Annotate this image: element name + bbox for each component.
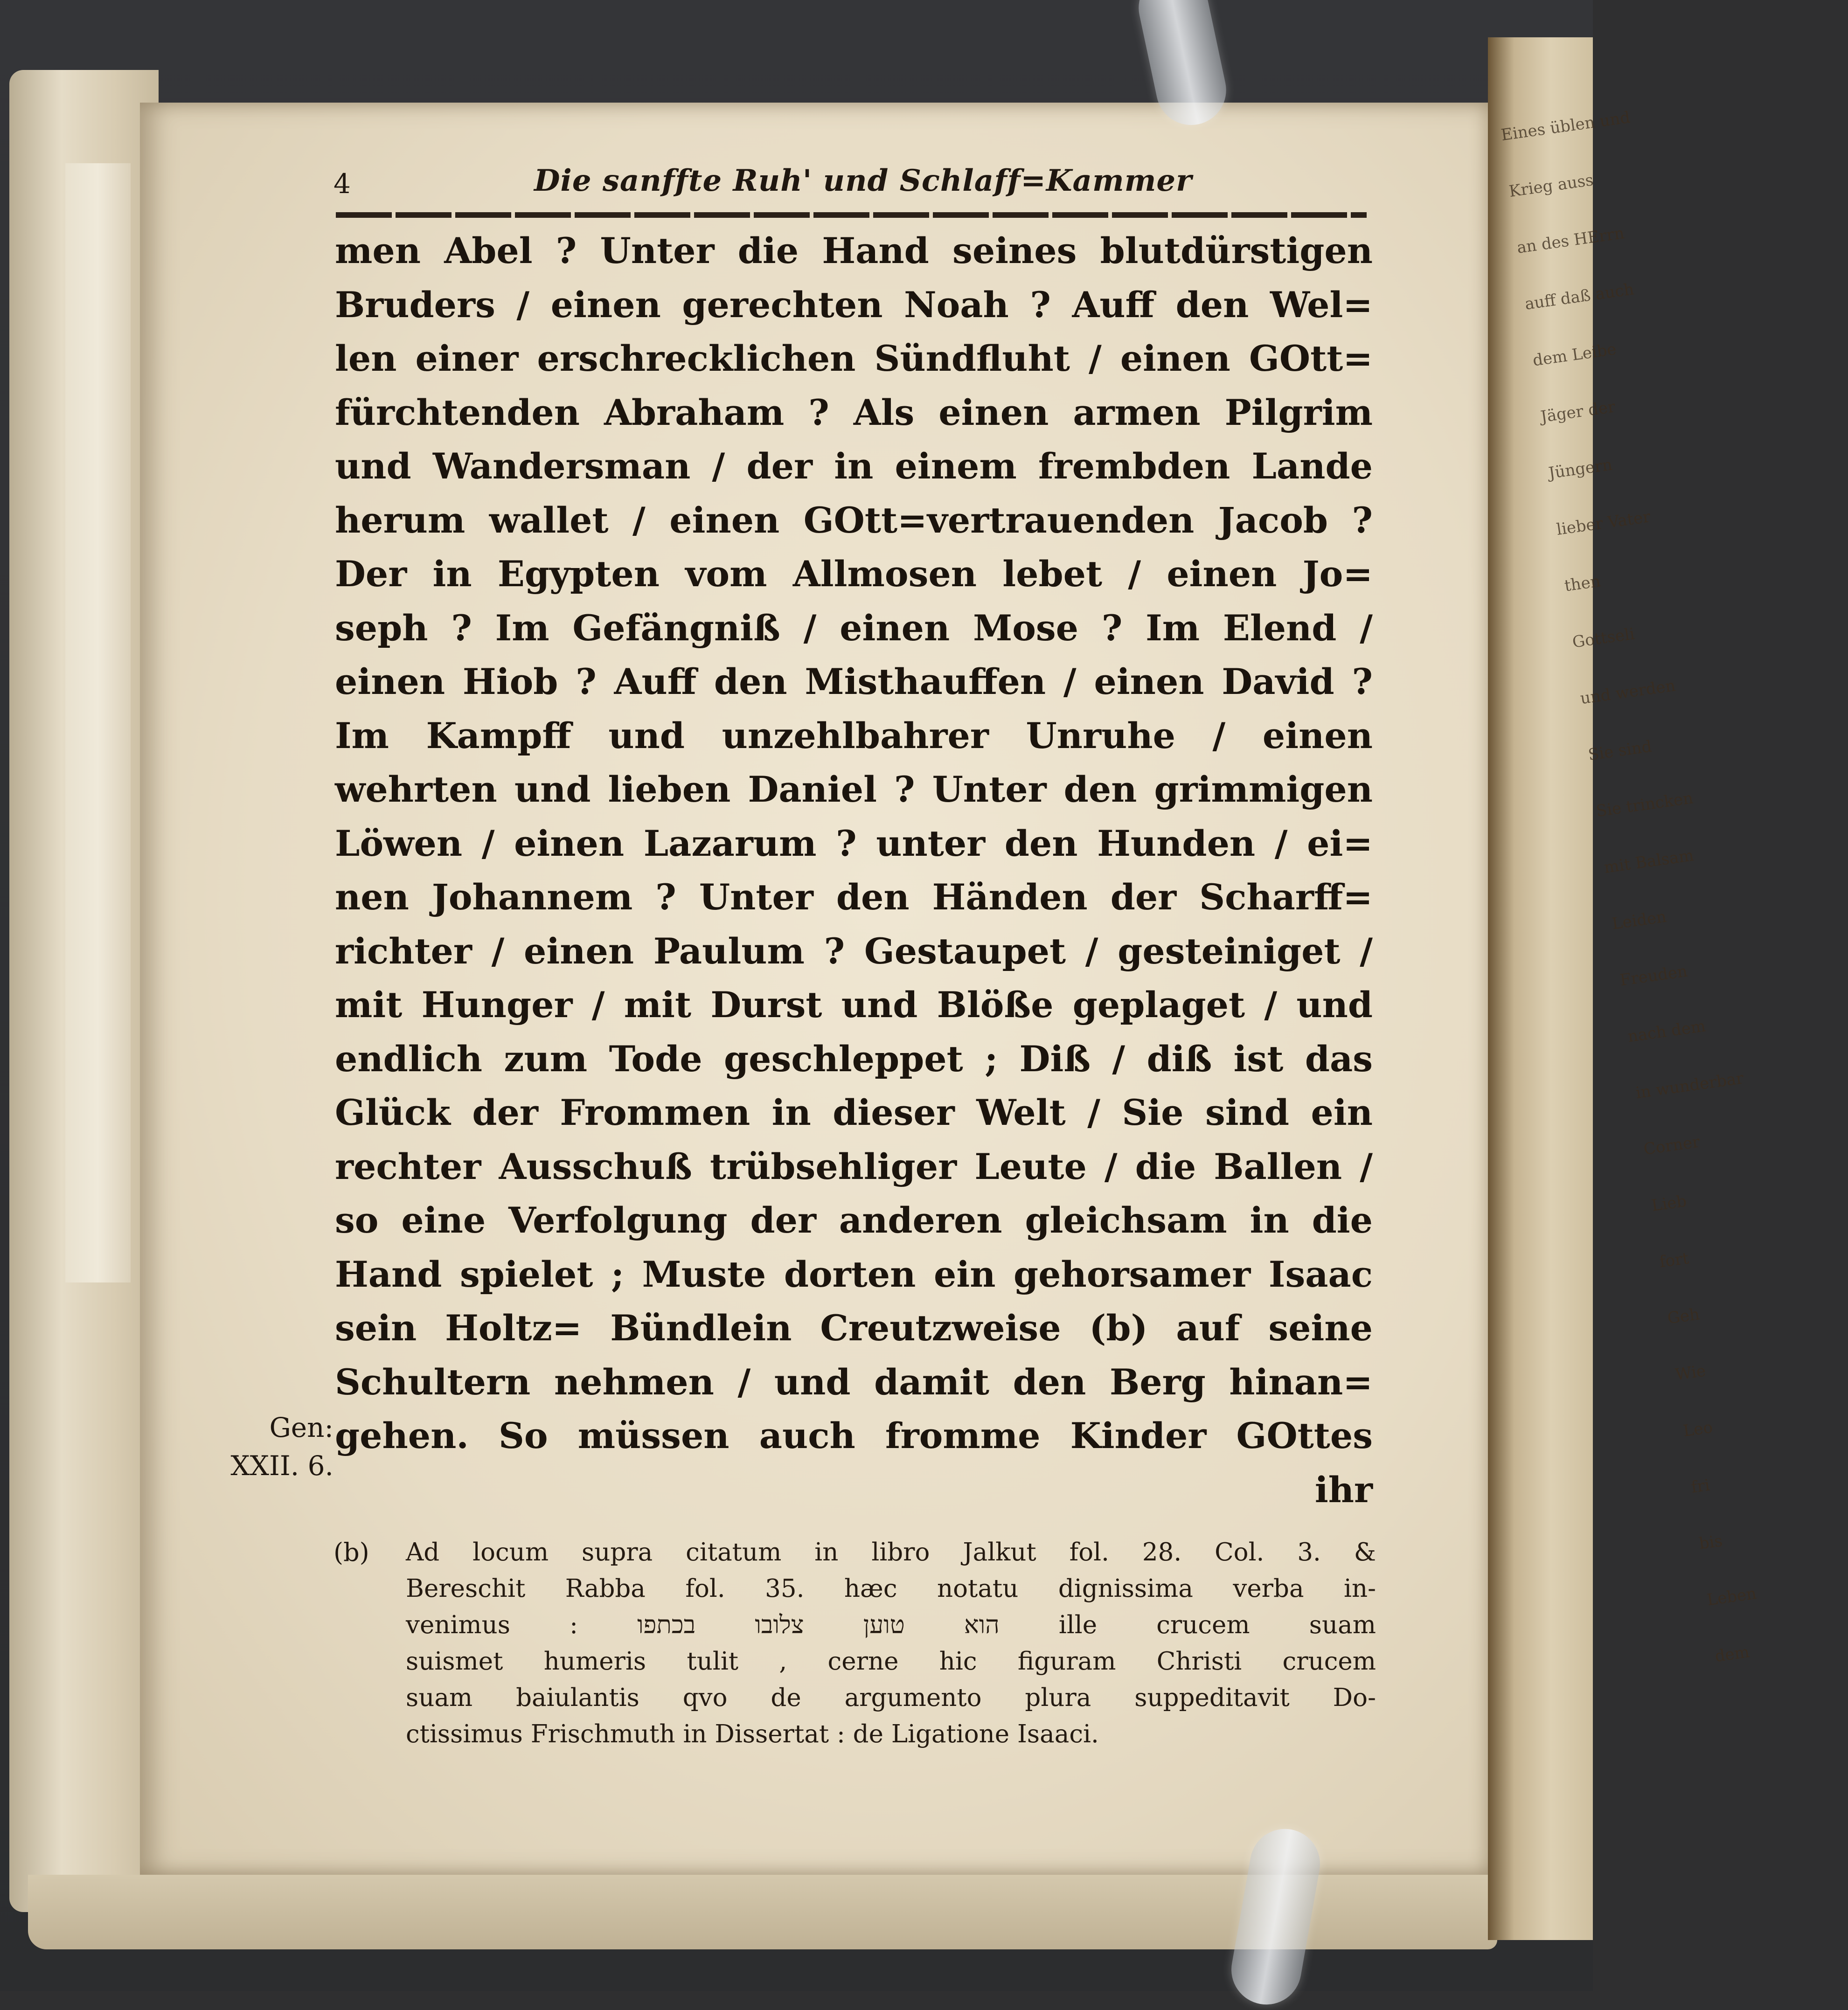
- margin-reference-book: Gen:: [269, 1412, 333, 1443]
- footnote-line: suismet humeris tulit , cerne hic figuram Christi crucem: [406, 1647, 1376, 1676]
- footnote-text: [406, 1534, 1376, 1753]
- text-line: Der in Egypten vom Allmosen lebet / einen Jo=: [335, 553, 1373, 595]
- facing-page-line: Leiden: [1611, 907, 1668, 934]
- facing-page-line: nach dem: [1626, 1017, 1707, 1047]
- facing-page-line: Sie sind: [1587, 737, 1653, 765]
- text-line: mit Hunger / mit Durst und Blöße geplaget / und: [335, 984, 1373, 1026]
- text-line: gehen. So müssen auch fromme Kinder GOttes: [335, 1415, 1373, 1456]
- footnote-marker: (b): [333, 1538, 369, 1567]
- main-text-block: [335, 224, 1373, 1517]
- text-line: richter / einen Paulum ? Gestaupet / gesteiniget /: [335, 930, 1373, 972]
- facing-page-line: Sie trincken: [1595, 789, 1695, 821]
- facing-page-line: Freuden: [1619, 962, 1689, 990]
- text-line: rechter Ausschuß trübsehliger Leute / die Ballen /: [335, 1145, 1373, 1187]
- folded-page-edge: [65, 163, 131, 1282]
- facing-page-line: lieber Vater: [1555, 507, 1652, 539]
- facing-page-line: bis: [1698, 1531, 1724, 1553]
- facing-page-line: Leben: [1706, 1584, 1758, 1610]
- header-rule: [336, 212, 1367, 218]
- text-line: sein Holtz= Bündlein Creutzweise (b) auf seine: [335, 1307, 1373, 1349]
- text-line: wehrten und lieben Daniel ? Unter den grimmigen: [335, 769, 1373, 810]
- text-line: herum wallet / einen GOtt=vertrauenden Jacob ?: [335, 499, 1373, 541]
- facing-page-line: fort: [1658, 1249, 1690, 1272]
- text-line: ihr: [1314, 1469, 1373, 1511]
- text-line: seph ? Im Gefängniß / einen Mose ? Im Elend /: [335, 607, 1373, 649]
- facing-page-line: then: [1563, 572, 1602, 596]
- facing-page: [1488, 37, 1758, 1940]
- text-line: len einer erschrecklichen Sündfluht / einen GOtt=: [335, 338, 1373, 379]
- facing-page-line: in wunderbar: [1634, 1069, 1745, 1103]
- facing-page-line: Lieb: [1650, 1192, 1688, 1215]
- footnote-line: Ad locum supra citatum in libro Jalkut fol. 28. Col. 3. &: [406, 1538, 1376, 1566]
- facing-page-line: dem Leibe: [1531, 340, 1618, 370]
- facing-page-line: Eines üblen und: [1500, 108, 1632, 145]
- facing-page-line: Geh: [1666, 1305, 1701, 1328]
- facing-page-line: Wie: [1674, 1361, 1707, 1385]
- footnote-line: Bereschit Rabba fol. 35. hæc notatu dignissima verba in-: [406, 1574, 1376, 1603]
- text-line: Hand spielet ; Muste dorten ein gehorsamer Isaac: [335, 1253, 1373, 1295]
- facing-page-line: fri: [1690, 1476, 1711, 1497]
- facing-page-line: auff daß auch: [1523, 280, 1635, 314]
- text-line: fürchtenden Abraham ? Als einen armen Pilgrim: [335, 391, 1373, 433]
- text-line: Löwen / einen Lazarum ? unter den Hunden / ei=: [335, 822, 1373, 864]
- facing-page-text: [1497, 94, 1811, 1685]
- text-line: endlich zum Tode geschleppet ; Diß / diß ist das: [335, 1038, 1373, 1080]
- facing-page-line: Krieg auss: [1508, 171, 1595, 201]
- text-line: nen Johannem ? Unter den Händen der Scharff=: [335, 876, 1373, 918]
- left-page-stack: [9, 70, 159, 1912]
- text-line: und Wandersman / der in einem frembden Lande: [335, 445, 1373, 487]
- text-line: so eine Verfolgung der anderen gleichsam in die: [335, 1199, 1373, 1241]
- facing-page-line: Leo: [1682, 1418, 1714, 1441]
- text-line: Glück der Frommen in dieser Welt / Sie sind ein: [335, 1092, 1373, 1133]
- text-line: Schultern nehmen / und damit den Berg hinan=: [335, 1361, 1373, 1403]
- footnote-line: ctissimus Frischmuth in Dissertat : de Ligatione Isaaci.: [406, 1720, 1099, 1748]
- page-number: 4: [333, 168, 351, 200]
- facing-page-line: Jäger der: [1539, 397, 1617, 427]
- facing-page-line: Jüngern: [1547, 455, 1614, 483]
- facing-page-line: dem: [1714, 1643, 1751, 1666]
- facing-page-line: und werden: [1579, 676, 1677, 708]
- text-line: Im Kampff und unzehlbahrer Unruhe / einen: [335, 714, 1373, 756]
- facing-page-line: an des HErrn: [1515, 223, 1626, 257]
- footnote-line: suam baiulantis qvo de argumento plura suppeditavit Do-: [406, 1684, 1376, 1712]
- text-line: men Abel ? Unter die Hand seines blutdürstigen: [335, 230, 1373, 271]
- text-line: einen Hiob ? Auff den Misthauffen / einen David ?: [335, 661, 1373, 702]
- facing-page-line: Corner: [1642, 1132, 1701, 1159]
- facing-page-line: Gottseli: [1571, 624, 1636, 652]
- footnote-line: venimus : הוא טוען צלובו בכתפו ille crucem suam: [406, 1611, 1376, 1639]
- facing-page-line: mit Balsam: [1603, 846, 1695, 877]
- margin-reference-chapter: XXII. 6.: [230, 1450, 333, 1482]
- running-head: [333, 163, 1369, 210]
- text-line: Bruders / einen gerechten Noah ? Auff den Wel=: [335, 284, 1373, 326]
- margin-reference: [198, 1408, 333, 1485]
- running-title: Die sanffte Ruh' und Schlaff=Kammer: [534, 163, 1192, 198]
